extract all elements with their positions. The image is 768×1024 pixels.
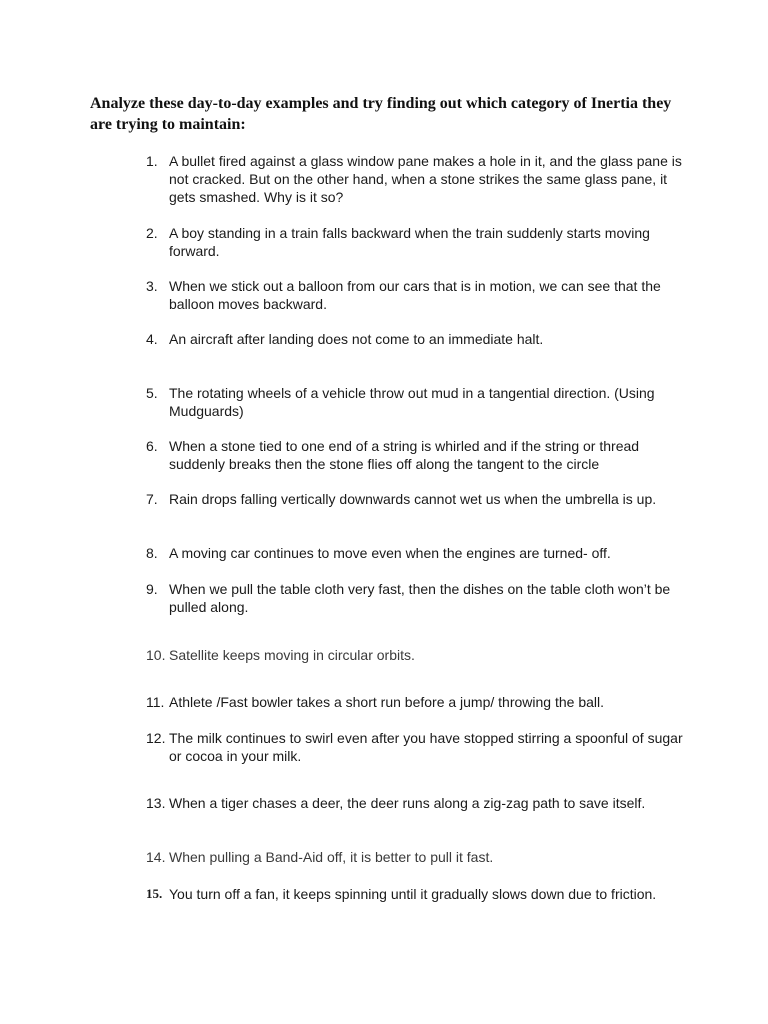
- list-item-4: [146, 330, 686, 348]
- item-number: 10.: [146, 647, 166, 663]
- item-text: When a tiger chases a deer, the deer runs along a zig-zag path to save itself.: [169, 795, 646, 811]
- list-item-14: [146, 848, 686, 866]
- item-number: 13.: [146, 795, 166, 811]
- list-item-5: [146, 384, 686, 420]
- list-item-11: [146, 693, 686, 711]
- item-number: 14.: [146, 849, 166, 865]
- list-item-6: [146, 437, 686, 473]
- item-text: A boy standing in a train falls backward when the train suddenly starts moving forward.: [169, 225, 650, 259]
- list-item-15: [146, 885, 686, 903]
- item-text: The milk continues to swirl even after you have stopped stirring a spoonful of sugar or cocoa in your milk.: [169, 730, 683, 764]
- item-number: 4.: [146, 331, 158, 347]
- item-text: Athlete /Fast bowler takes a short run before a jump/ throwing the ball.: [169, 694, 605, 710]
- list-item-3: [146, 277, 686, 313]
- item-number: 2.: [146, 225, 158, 241]
- item-number: 8.: [146, 545, 158, 561]
- list-item-8: [146, 544, 686, 562]
- list-item-9: [146, 580, 686, 616]
- list-item-7: [146, 490, 686, 508]
- item-number: 6.: [146, 438, 158, 454]
- list-item-13: [146, 794, 686, 812]
- item-number: 5.: [146, 385, 158, 401]
- list-item-2: [146, 224, 686, 260]
- item-text: When we pull the table cloth very fast, then the dishes on the table cloth won’t be pulled along.: [169, 581, 671, 615]
- page-heading: Analyze these day-to-day examples and try finding out which category of Inertia they are trying to maintain:: [90, 95, 672, 133]
- item-text: Rain drops falling vertically downwards cannot wet us when the umbrella is up.: [169, 491, 657, 507]
- list-item-12: [146, 729, 686, 765]
- item-number: 9.: [146, 581, 158, 597]
- item-text: Satellite keeps moving in circular orbits.: [169, 647, 415, 663]
- list-item-1: [146, 152, 686, 206]
- item-text: When pulling a Band-Aid off, it is better to pull it fast.: [169, 849, 494, 865]
- item-text: You turn off a fan, it keeps spinning until it gradually slows down due to friction.: [169, 886, 657, 902]
- item-text: A bullet fired against a glass window pane makes a hole in it, and the glass pane is not cracked. But on the other hand, when a stone strikes the same glass pane, it gets smashed. Why is it so?: [169, 153, 682, 205]
- item-number: 3.: [146, 278, 158, 294]
- item-text: A moving car continues to move even when the engines are turned- off.: [169, 545, 611, 561]
- item-text: When a stone tied to one end of a string is whirled and if the string or thread suddenly breaks then the stone flies off along the tangent to the circle: [169, 438, 640, 472]
- item-number: 12.: [146, 730, 166, 746]
- item-number: 15.: [146, 886, 163, 901]
- item-text: An aircraft after landing does not come to an immediate halt.: [169, 331, 544, 347]
- list-item-10: [146, 646, 686, 664]
- item-number: 11.: [146, 694, 165, 710]
- item-text: The rotating wheels of a vehicle throw out mud in a tangential direction. (Using Mudguards): [169, 385, 655, 419]
- item-number: 7.: [146, 491, 158, 507]
- item-text: When we stick out a balloon from our cars that is in motion, we can see that the balloon moves backward.: [169, 278, 661, 312]
- item-number: 1.: [146, 153, 158, 169]
